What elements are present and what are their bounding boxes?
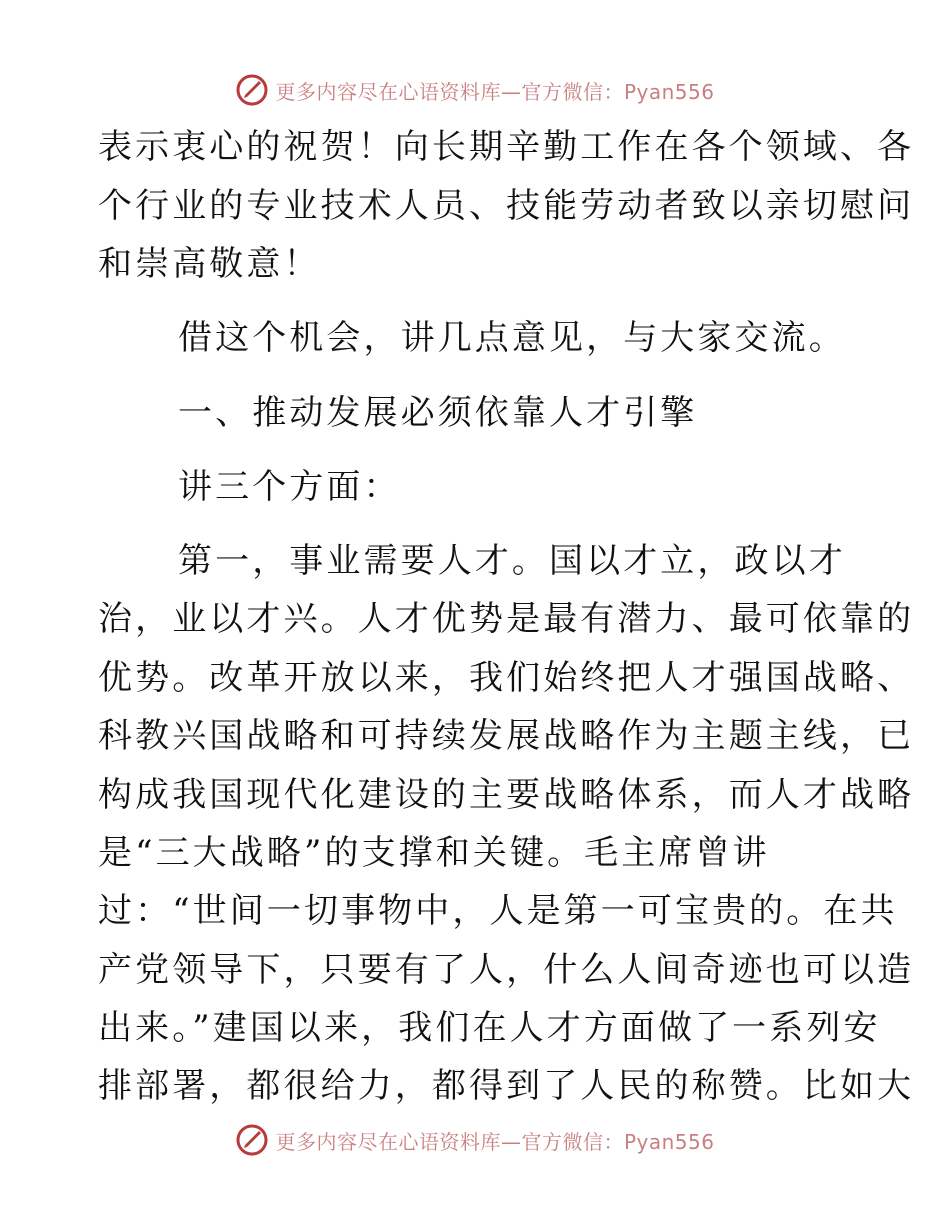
text-line: 是“三大战略”的支撑和关键。毛主席曾讲 xyxy=(98,833,770,873)
text-line: 产党领导下，只要有了人，什么人间奇迹也可以造 xyxy=(98,950,915,990)
text-line: 治，业以才兴。人才优势是最有潜力、最可依靠的 xyxy=(98,599,915,639)
text-line: 排部署，都很给力，都得到了人民的称赞。比如大 xyxy=(98,1066,915,1106)
logo-icon xyxy=(235,73,269,107)
text-line: 科教兴国战略和可持续发展战略作为主题主线，已 xyxy=(98,716,915,756)
header-watermark xyxy=(0,70,950,110)
logo-icon xyxy=(235,1123,269,1157)
text-line: 表示衷心的祝贺！向长期辛勤工作在各个领域、各 xyxy=(98,127,915,167)
text-line: 借这个机会，讲几点意见，与大家交流。 xyxy=(178,318,846,358)
text-line: 讲三个方面： xyxy=(178,467,401,507)
text-line: 第一，事业需要人才。国以才立，政以才 xyxy=(178,541,846,581)
watermark-text: 更多内容尽在心语资料库—官方微信：Pyan556 xyxy=(275,79,715,104)
text-line: 优势。改革开放以来，我们始终把人才强国战略、 xyxy=(98,658,915,698)
text-line: 和崇高敬意！ xyxy=(98,244,321,284)
text-line: 个行业的专业技术人员、技能劳动者致以亲切慰问 xyxy=(98,186,915,226)
text-line: 过：“世间一切事物中，人是第一可宝贵的。在共 xyxy=(98,891,898,931)
text-line: 出来。”建国以来，我们在人才方面做了一系列安 xyxy=(98,1008,881,1048)
watermark-text: 更多内容尽在心语资料库—官方微信：Pyan556 xyxy=(275,1129,715,1154)
text-line: 构成我国现代化建设的主要战略体系，而人才战略 xyxy=(98,775,915,815)
footer-watermark xyxy=(0,1120,950,1160)
section-heading: 一、推动发展必须依靠人才引擎 xyxy=(178,393,698,433)
